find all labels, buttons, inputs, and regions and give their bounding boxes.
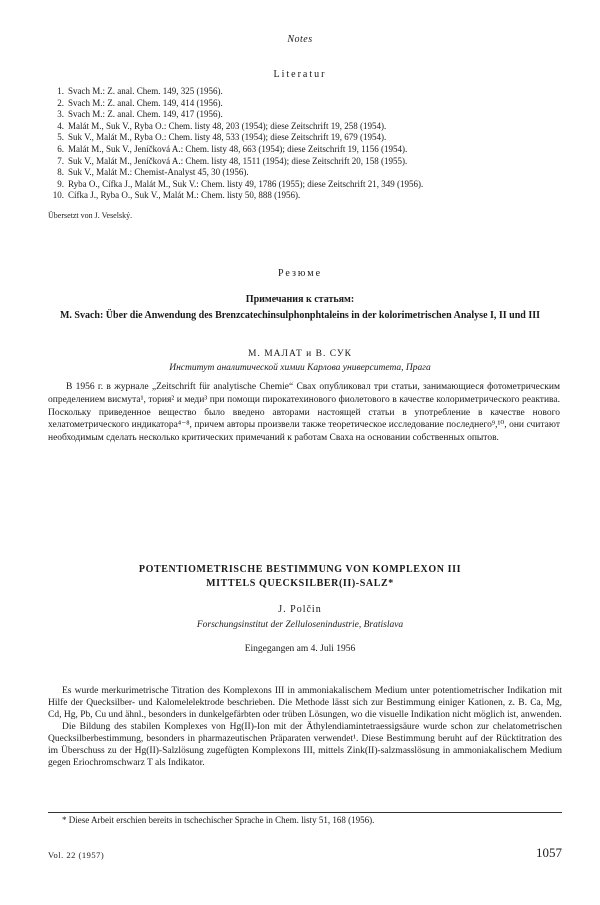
reference-number: 9.: [57, 178, 64, 189]
reference-number: 3.: [57, 109, 64, 120]
reference-text: Malát M., Suk V., Jeníčková A.: Chem. listy 48, 663 (1954); diese Zeitschrift 19, 1156 (1954).: [68, 143, 408, 154]
reference-item: [48, 179, 568, 191]
article-title-line-1: POTENTIOMETRISCHE BESTIMMUNG VON KOMPLEXON III: [138, 564, 462, 575]
reference-text: Malát M., Suk V., Ryba O.: Chem. listy 48, 203 (1954); diese Zeitschrift 19, 258 (1954).: [68, 120, 387, 131]
article-received-date: Eingegangen am 4. Juli 1956: [244, 644, 356, 654]
reference-item: [48, 144, 568, 156]
footnote-divider: [48, 812, 562, 813]
reference-number: 6.: [57, 143, 64, 154]
reference-number: 7.: [57, 155, 64, 166]
footnote: * Diese Arbeit erschien bereits in tschechischer Sprache in Chem. listy 51, 168 (1956).: [62, 815, 375, 825]
article-institution: Forschungsinstitut der Zellulosenindustrie, Bratislava: [196, 620, 404, 630]
reference-item: [48, 156, 568, 168]
reference-number: 5.: [57, 132, 64, 143]
summary-heading: Резюме: [277, 268, 323, 279]
reference-item: [48, 190, 568, 202]
reference-item: [48, 98, 568, 110]
article-author: J. Polčin: [278, 604, 322, 615]
summary-subtitle: M. Svach: Über die Anwendung des Brenzcatechinsulphonphtaleins in der kolorimetrischen Analyse I, II und III: [59, 310, 541, 321]
reference-item: [48, 86, 568, 98]
reference-item: [48, 132, 568, 144]
summary-body: В 1956 г. в журнале „Zeitschrift für analytische Chemie“ Свах опубликовал три статьи, занимающиеся фотометрическим определением висмута¹, тория² и меди³ при помощи пирокатехинового фиолетового в качестве колориметрического реактива. Поскольку приведенное вещество было введено авторами настоящей статьи в употребление в качестве нового хелатометрического индикатора⁴⁻⁸, причем авторы произвели также теоретическое исследование последнего⁹,¹⁰, они считают необходимым сделать несколько критических примечаний к работам Сваха на основании собственных опытов.: [48, 382, 560, 444]
page-number: 1057: [536, 845, 562, 860]
running-head: Notes: [287, 34, 313, 45]
article-body: [48, 685, 562, 769]
reference-item: [48, 109, 568, 121]
reference-text: Ryba O., Cífka J., Malát M., Suk V.: Chem. listy 49, 1786 (1955); diese Zeitschrift 21, 349 (1956).: [68, 178, 424, 189]
reference-list: [48, 86, 568, 202]
reference-number: 8.: [57, 167, 64, 178]
article-title-line-2: MITTELS QUECKSILBER(II)-SALZ*: [206, 578, 394, 589]
reference-number: 2.: [57, 97, 64, 108]
article-paragraph-1: Es wurde merkurimetrische Titration des Komplexons III in ammoniakalischem Medium unter potentiometrischer Indikation mit Hilfe der Quecksilber- und Kalomelelektrode beschrieben. Die Methode lässt sich zur Bestimmung einiger Kationen, z. B. Ca, Mg, Cd, Hg, Pb, Cu und ähnl., besonders in dunkelgefärbten oder trüben Lösungen, wo die visuelle Indikation nicht möglich ist, anwenden.: [48, 686, 562, 720]
reference-number: 10.: [52, 190, 64, 201]
reference-text: Suk V., Malát M., Ryba O.: Chem. listy 48, 533 (1954); diese Zeitschrift 19, 679 (1954).: [68, 132, 387, 143]
reference-number: 4.: [57, 120, 64, 131]
reference-text: Suk V., Malát M.: Chemist-Analyst 45, 30 (1956).: [68, 167, 249, 178]
reference-text: Cífka J., Ryba O., Suk V., Malát M.: Chem. listy 50, 888 (1956).: [68, 190, 301, 201]
translator-note: Übersetzt von J. Veselský.: [48, 211, 133, 220]
volume-info: Vol. 22 (1957): [48, 850, 105, 860]
article-paragraph-2: Die Bildung des stabilen Komplexes von Hg(II)-Ion mit der Äthylendiamintetraessigsäure wurde schon zur chelatometrischen Quecksilberbestimmung, besonders in pharmazeutischen Präparaten verwendet¹. Diese Bestimmung beruht auf der Rücktitration des im Überschuss zu der Hg(II)-Salzlösung zugefügten Komplexons III, mittels Zink(II)-salzmasslösung in ammoniakalischem Medium gegen Eriochromschwarz T als Indikator.: [48, 722, 562, 768]
summary-title: Примечания к статьям:: [245, 294, 355, 305]
reference-item: [48, 121, 568, 133]
summary-authors: М. МАЛАТ и В. СУК: [248, 349, 352, 359]
article-title: [0, 563, 600, 591]
reference-text: Suk V., Malát M., Jeníčková A.: Chem. listy 48, 1511 (1954); diese Zeitschrift 20, 158 (1955).: [68, 155, 408, 166]
literature-heading: Literatur: [273, 69, 327, 80]
reference-text: Svach M.: Z. anal. Chem. 149, 414 (1956).: [68, 97, 223, 108]
summary-institution: Институт аналитической химии Карлова университета, Прага: [169, 363, 431, 373]
reference-number: 1.: [57, 86, 64, 96]
reference-text: Svach M.: Z. anal. Chem. 149, 325 (1956).: [68, 86, 223, 96]
reference-item: [48, 167, 568, 179]
reference-text: Svach M.: Z. anal. Chem. 149, 417 (1956).: [68, 109, 223, 120]
